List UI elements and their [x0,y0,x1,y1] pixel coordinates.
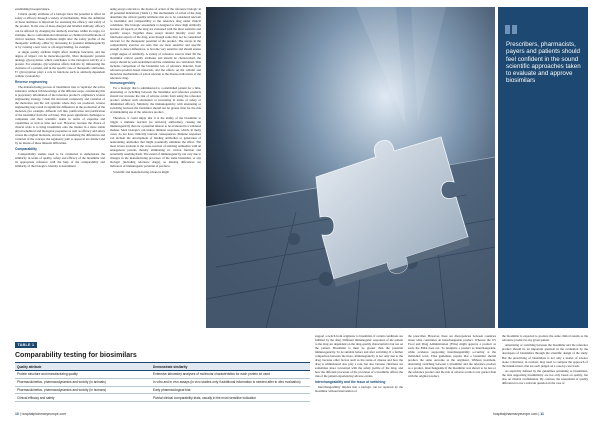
section-heading-reverse-engineering: Reverse engineering [15,79,48,84]
table-row [15,371,310,379]
paragraph: the prescriber. However, there are discrepancies between countries about what constitutes an interchangeable product. Whereas the US Food and Drug Administration (FDA) might approve a product as such, the EMA does not. To designate a product as interchangeable, while evidence supporting interchangeability occurring at the individual level, FDA guidelines require that a biosimilar should produce the same outcome as the originator. Without treatment, alternating switching between a biosimilar and the reference product as a product, interchangeable if the biosimilar was shown to be less or the reference product and the risk of adverse events is not greater than with the original product. [408,334,496,379]
publication-url: hospitalpharmacyeurope.com [493,412,538,416]
paragraph: Comparability studies need to be conducted to demonstrate the similarity in terms of quality, safety and efficacy of the biosimilar and its appropriate reference with the help of the comparability and similarity of the biologics. Identity is determined [15,151,105,168]
body-column-3 [315,334,403,394]
section-heading-comparability: Comparability [15,146,37,151]
paragraph: using assays relevant to the modes of action of the reference biologic in all potential indications (Table 1). The mechanisms of action of the drug determine the critical quality attributes that are to be considered relevant to biosimilar and comparability to the reference drug under clinical conditions. The biologic assessment is designed to show high similarity because all aspects of the drug are evaluated with the most sensitive and specific assays. Together these assays should literally cover the functional aspects of the drug, even though some may not be considered relevant for the therapeutic potential of the product. The assays in the comparability exercise are tests that are most sensitive and specific enough to detect differences, to become very sensitive and should ensure a high degree of similarity. A variety of reference sources must fill the biosimilar critical quality attributes and should be characterised, the assays should be well established and the candidates are considered. This includes comparison of the biosimilar lots of reference material, from reference-product-based materials, and the effects on the cellular and molecular mechanisms of action relevant to the disease indications of the reference drug. [110,7,201,80]
paragraph: the biosimilar is expected to produce the same clinical results as the reference product in any given patient. [502,334,588,343]
page-number: 10 [15,412,19,416]
column-header: Quality attribute [15,363,151,371]
quote-mark-icon [505,21,517,30]
table-title: Comparability testing for biosimilars [15,351,137,359]
table-row [15,378,310,386]
footer-right: hospitalpharmacyeurope.com | 11 [493,412,544,416]
table-cell: Clinical efficacy and safety [15,394,151,402]
body-column-5 [502,334,588,386]
publication-url: hospitalpharmacyeurope.com [21,412,67,416]
table-cell: Protein structure and manufacturing quality [15,371,151,379]
table-row [15,394,310,402]
table-cell: Early pharmacological trial [151,386,310,394]
paragraph: The manufacturing process of biosimilars tries to 'replicate' the active substance without full knowledge of the different steps, considering this is proprietary information of the reference product's originator's reverse engineering strategy. Given the structural complexity and variation of the molecules and the cell systems where they are produced, reverse engineering may result in significant differences in the production of the molecule (for example, different cell line, purification and purification of the biosimilar from the cell line). This poses significant challenges to companies and their scientific teams in terms of expertise and capabilities as well as time and cost. However, because the choice of clinical trials is to bring biosimilars onto the market in a more stable physicochemical and biological properties as well as efficacy and safety versus the original molecule, and not on considering the differences and variation of the concept, the regulatory path to approval are distinct and by no means of these inherent difficulties. [15,84,105,146]
paragraph: Alternating or switching between the biosimilar and the reference product should be an important question in the evaluation by the developers of biosimilars through the scientific design of the study. But the prescribing of biosimilars is not only a matter of science alone. Clinicians, in contrast, may need to compare the approach of the manufacturer, that are each judged on a case-by-case basis. [502,343,588,368]
table-row [15,386,310,394]
puzzle-photo [206,7,495,328]
table-cell: Pivotal clinical comparability trials, usually in the most sensitive indication [151,394,310,402]
comparability-table [15,333,310,402]
paragraph: As explicitly defined by the guidelines pertaining to biosimilars, the data supporting biosimilarity are not only based on quality, but also on clinical confirmation. By contrast, the assessment of quality differences is not a relevant question in the case of [502,368,588,386]
table-cell: Pharmacokinetics, pharmacodynamics and toxicity (in animals) [15,378,151,386]
pull-quote-panel [498,7,588,328]
paragraph: support a switch from originator to biosimilar, if certain conditions are fulfilled by the drug. Different immunogenic responses of the patient to the drug are dependent on the drug-quality characteristics but not on the patient. Biosimilar is must be greater than the potential immunogenicity. To be suitable before and after switching. If a further comparison between the more, immunogenicity is not only due to the drug, because other factors such as the status of disease and how the drug is administered also play a role, but also because clinicians are sometimes more concerned with the safety profile of the drug, and how the different processes of the provision of a biosimilar affects the risk of the patient experiencing adverse events. [315,334,403,379]
column-header: Demonstrate similarity [151,363,310,371]
table-header-row [15,363,310,371]
table-cell: Extensive laboratory analyses of molecular characteristics for each protein lot used [151,371,310,379]
body-column-1 [15,7,105,169]
section-heading-immunogenicity: Immunogenicity [110,81,136,86]
paragraph: establishing bioequivalence. [15,7,51,11]
table-label: TABLE 1 [15,342,37,347]
body-column-4 [408,334,496,380]
data-table [15,362,310,402]
section-heading-interchangeability: Interchangeability and the issue of switching [315,380,386,385]
footer-left: 10 | hospitalpharmacyeurope.com [15,412,67,416]
page-number: 11 [540,412,544,416]
paragraph: Scientific and manufacturing advances might [113,169,170,174]
body-column-2 [110,7,201,175]
table-cell: In vitro and in vivo assays (in vivo studies only if additional information is needed after in vitro evaluation) [151,378,310,386]
paragraph: For a biologic that is administered to a established patient for a time, alternating or switching between the biosimilar and reference products should not increase the risk of adverse events from using the reference product without such alternation or increasing in terms of safety or diminished efficacy. Similarly, the immunogenicity with alternating or switching between the biosimilar should not be greater than for the risk of maintaining use of the reference product. [110,86,201,115]
paragraph: Critical quality attributes of a biologic have the potential to affect its safety or efficacy through a variety of mechanisms. Thus, the definition of these attributes is important for assessing the efficacy and safety of the product. In the case of mass-charged and labelled antibody, efficacy can be affected by changing the antibody structure within its target, for example, due to conformational alterations or chemical modifications of critical residues. These attributes might alter the safety profile of the therapeutic antibody, either by increasing its potential immunogenicity or by creating a new toxic or off-target binding, for example. [15,12,105,49]
paragraph: A single quality attribute might affect multiple functions, and the degree of impact can be molecule-specific. Most therapeutic proteins undergo glycosylation, which contributes to the biological activity of a protein. For example, glycosylation affects half-life by influencing the clearance of a protein, and in the specific case of therapeutic antibodies, Fc glycosylation plays a role in functions such as antibody-dependent cellular cytotoxicity. [15,50,105,79]
pull-quote-text: Prescribers, pharmacists, payers and patients should feel confident in the sound scientific approaches taken to evaluate and approve biosimilars [506,41,581,85]
paragraph: Interchangeability implies that a biologic can be replaced by the biosimilar without intervention of [315,384,403,393]
paragraph: Therefore, it could imply that it is the ability of the biosimilar to trigger a immune reaction (as anti-drug antibodies), causing the immunogenicity that are a potential interest to be evaluated in a validated manner. Most biologics can induce immune responses, which, in many cases, do not have clinically relevant consequences. Immune responses can include the development of binding antibodies or generation of neutralizing antibodies that might potentially eliminate the effect. The most severe scenario is the cross-reaction of antidrug antibodies with an endogenous protein, thereby eliminating its critical function and potentially resulting harm. The extent of immunogenicity can vary due to changes in the manufacturing processes of the same biosimilar, or any biologic (including reference drugs), so missing differences are indicators of immunogenic potential of products. [110,115,201,169]
table-cell: Pharmacokinetics, pharmacodynamics and toxicity (in humans) [15,386,151,394]
